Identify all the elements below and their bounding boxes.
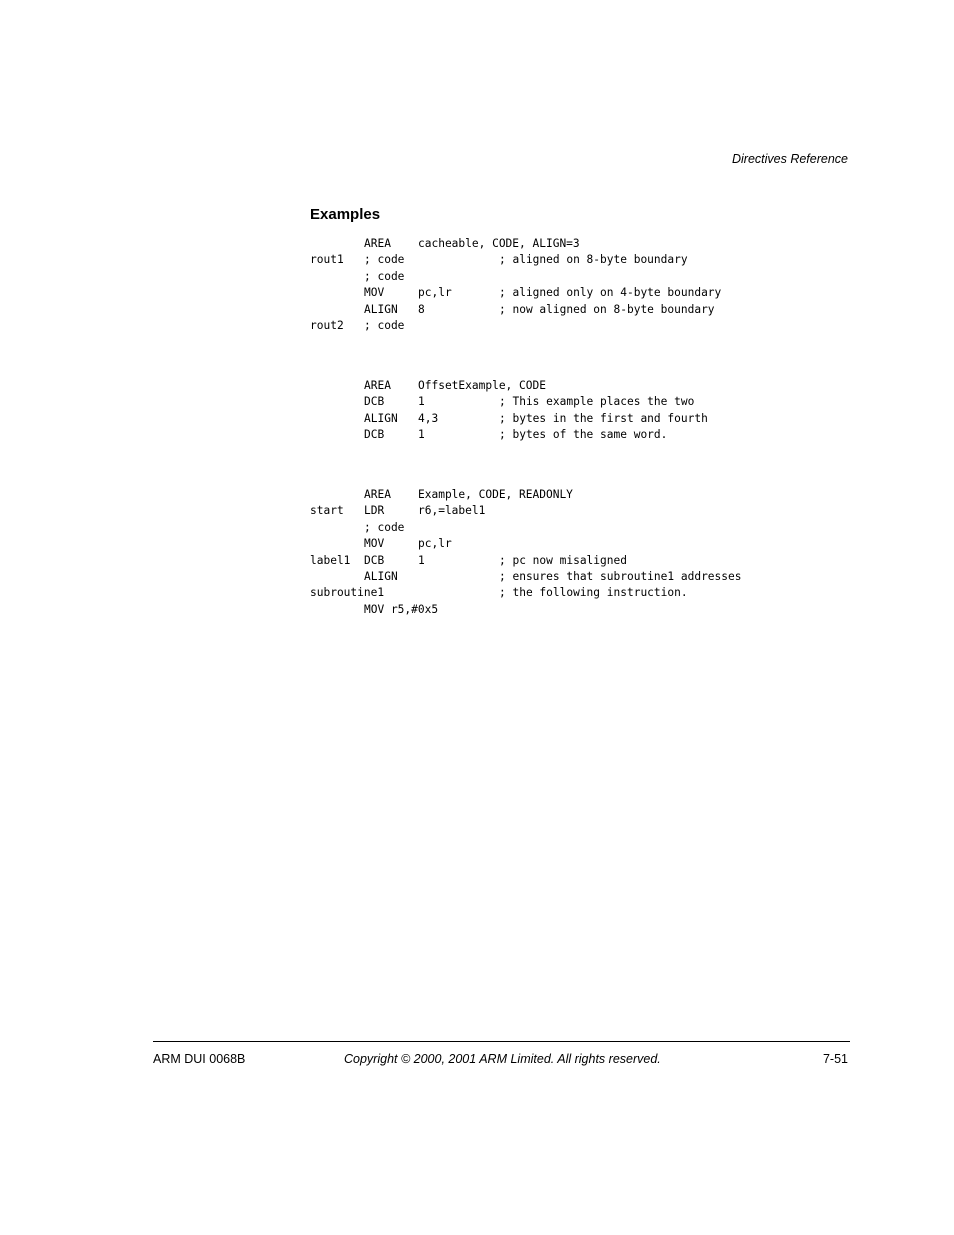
code-line — [310, 503, 741, 519]
code-line — [310, 394, 708, 410]
code-line — [310, 487, 741, 503]
code-opcode: ALIGN — [364, 302, 398, 316]
code-opcode: DCB — [364, 395, 385, 409]
code-comment: ; bytes in the first and fourth — [499, 411, 708, 425]
code-line — [310, 520, 741, 536]
code-opcode: ; code — [364, 520, 405, 534]
code-line — [310, 427, 708, 443]
code-line — [310, 569, 741, 585]
code-opcode: AREA — [364, 488, 391, 501]
code-args: 1 — [418, 428, 425, 442]
code-comment: ; aligned only on 4-byte boundary — [499, 286, 722, 300]
code-line — [310, 269, 721, 285]
code-opcode: MOV r5,#0x5 — [364, 602, 439, 616]
code-args: 1 — [418, 395, 425, 409]
code-opcode: MOV — [364, 537, 385, 551]
code-opcode: DCB — [364, 553, 385, 567]
code-line — [310, 318, 721, 334]
footer-page-number: 7-51 — [822, 1052, 848, 1066]
code-opcode: AREA — [364, 237, 391, 250]
code-comment: ; the following instruction. — [499, 586, 688, 600]
code-args: pc,lr — [418, 537, 452, 551]
code-opcode: AREA — [364, 379, 391, 392]
code-args: 1 — [418, 553, 425, 567]
code-args: 4,3 — [418, 411, 439, 425]
code-block-align-8 — [310, 236, 721, 334]
code-label: label1 — [310, 553, 351, 567]
code-line — [310, 378, 708, 394]
code-line — [310, 302, 721, 318]
code-label: rout2 — [310, 318, 344, 332]
code-opcode: MOV — [364, 286, 385, 300]
code-opcode: ; code — [364, 269, 405, 283]
code-line — [310, 602, 741, 618]
code-args: pc,lr — [418, 286, 452, 300]
code-args: Example, CODE, READONLY — [418, 488, 573, 501]
code-line — [310, 411, 708, 427]
code-label: subroutine1 — [310, 586, 385, 600]
running-header: Directives Reference — [731, 152, 848, 166]
code-line — [310, 553, 741, 569]
code-args: cacheable, CODE, ALIGN=3 — [418, 237, 580, 250]
code-args: 8 — [418, 302, 425, 316]
code-args: r6,=label1 — [418, 504, 486, 518]
code-comment: ; bytes of the same word. — [499, 428, 668, 442]
code-comment: ; This example places the two — [499, 395, 695, 409]
code-comment: ; ensures that subroutine1 addresses — [499, 569, 742, 583]
code-opcode: ; code — [364, 318, 405, 332]
code-args: OffsetExample, CODE — [418, 379, 546, 392]
code-opcode: DCB — [364, 428, 385, 442]
code-comment: ; aligned on 8-byte boundary — [499, 253, 688, 267]
code-comment: ; pc now misaligned — [499, 553, 627, 567]
section-heading: Examples — [310, 206, 381, 223]
code-block-offset-example — [310, 378, 708, 444]
code-comment: ; now aligned on 8-byte boundary — [499, 302, 715, 316]
code-opcode: ; code — [364, 253, 405, 267]
code-label: start — [310, 504, 344, 518]
code-opcode: ALIGN — [364, 569, 398, 583]
code-line — [310, 252, 721, 268]
code-line — [310, 536, 741, 552]
code-opcode: ALIGN — [364, 411, 398, 425]
footer-divider — [153, 1041, 850, 1042]
code-line — [310, 236, 721, 252]
code-opcode: LDR — [364, 504, 385, 518]
code-line — [310, 585, 741, 601]
footer-copyright: Copyright © 2000, 2001 ARM Limited. All rights reserved. — [344, 1052, 661, 1066]
code-block-misalign-example — [310, 487, 741, 618]
code-line — [310, 285, 721, 301]
footer-doc-id: ARM DUI 0068B — [153, 1052, 246, 1066]
code-label: rout1 — [310, 253, 344, 267]
